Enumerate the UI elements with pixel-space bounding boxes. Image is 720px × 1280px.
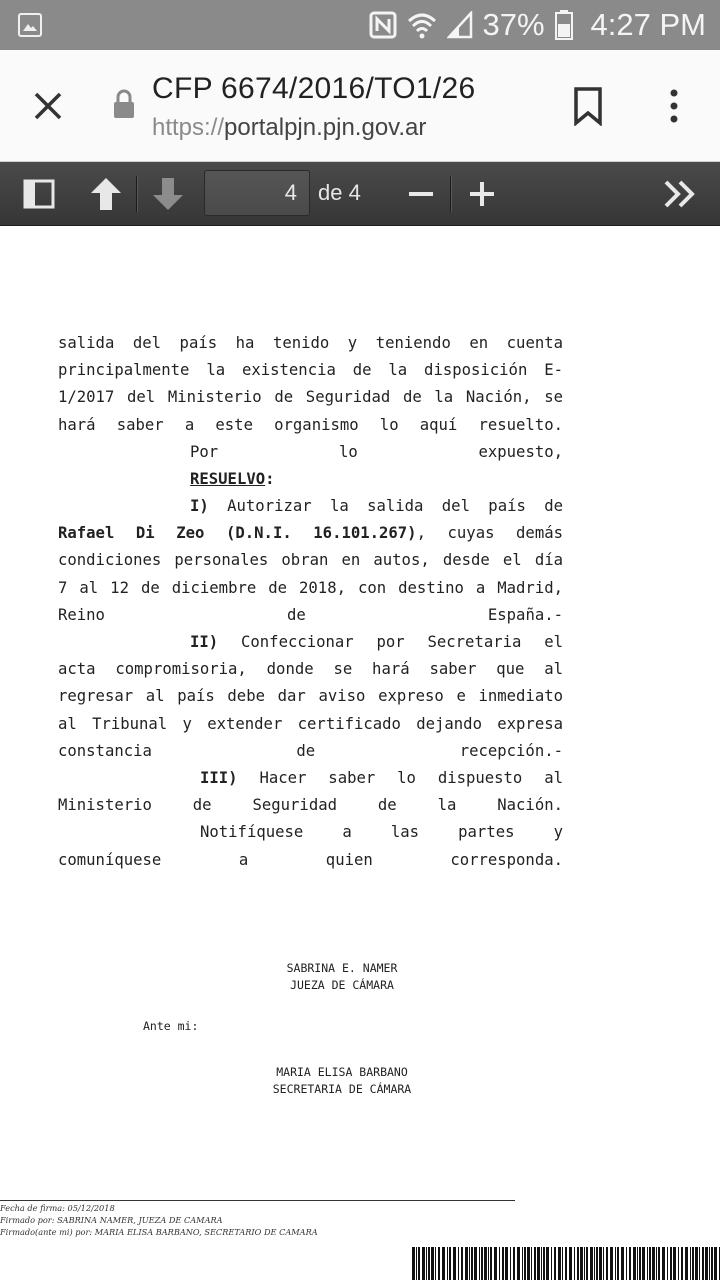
resuelvo-label: RESUELVO — [190, 470, 266, 489]
item-text: Autorizar la salida del país de — [227, 497, 563, 515]
barcode-bar — [626, 1247, 627, 1280]
doc-line: 7 al 12 de diciembre de 2018, con destino a Madrid, — [58, 578, 563, 597]
barcode-bar — [449, 1247, 451, 1280]
resolution-item-2 — [58, 629, 563, 765]
barcode-bar — [681, 1247, 683, 1280]
barcode-bar — [522, 1247, 523, 1280]
barcode-bar — [621, 1247, 624, 1280]
barcode-bar — [499, 1247, 500, 1280]
page-count: de 4 — [318, 180, 361, 205]
barcode-bar — [702, 1247, 704, 1280]
overflow-menu-icon[interactable] — [660, 86, 688, 126]
barcode-bar — [479, 1247, 480, 1280]
barcode-bar — [488, 1247, 489, 1280]
status-bar — [0, 0, 720, 50]
barcode-bar — [603, 1247, 604, 1280]
barcode-bar — [580, 1247, 583, 1280]
barcode-bar — [527, 1247, 530, 1280]
item-text: , cuyas demás — [416, 524, 563, 543]
resuelvo-colon: : — [265, 470, 275, 489]
barcode-bar — [586, 1247, 588, 1280]
doc-line: regresar al país debe dar aviso expreso e inmediato — [58, 687, 563, 706]
barcode-bar — [546, 1247, 549, 1280]
barcode-bar — [565, 1247, 567, 1280]
doc-line: Reino de España.- — [58, 605, 563, 624]
barcode-bar — [673, 1247, 676, 1280]
page-number-input[interactable]: 4 — [204, 170, 310, 216]
barcode-bar — [471, 1247, 473, 1280]
barcode-bar — [438, 1247, 440, 1280]
barcode-bar — [610, 1247, 613, 1280]
barcode-bar — [505, 1247, 508, 1280]
barcode-bar — [551, 1247, 552, 1280]
barcode-bar — [513, 1247, 515, 1280]
barcode-bar — [447, 1247, 448, 1280]
barcode — [412, 1247, 720, 1280]
toolbar-separator — [136, 176, 138, 212]
sidebar-toggle-icon[interactable] — [22, 174, 56, 214]
barcode-bar — [418, 1247, 420, 1280]
lock-icon[interactable] — [112, 88, 136, 120]
barcode-bar — [474, 1247, 477, 1280]
zoom-in-icon[interactable] — [464, 174, 500, 214]
barcode-bar — [562, 1247, 563, 1280]
barcode-bar — [709, 1247, 710, 1280]
barcode-bar — [458, 1247, 459, 1280]
barcode-bar — [422, 1247, 425, 1280]
doc-line: principalmente la existencia de la disposición E- — [58, 361, 563, 380]
barcode-bar — [705, 1247, 708, 1280]
barcode-bar — [416, 1247, 417, 1280]
barcode-bar — [594, 1247, 595, 1280]
barcode-bar — [558, 1247, 561, 1280]
resuelvo-heading — [58, 466, 563, 493]
item-number: II) — [190, 633, 219, 651]
item-text: Confeccionar por Secretaria el — [241, 633, 563, 651]
barcode-bar — [577, 1247, 579, 1280]
clock: 4:27 PM — [590, 7, 706, 42]
previous-page-icon[interactable] — [88, 174, 124, 214]
barcode-bar — [656, 1247, 657, 1280]
barcode-bar — [615, 1247, 616, 1280]
barcode-bar — [652, 1247, 655, 1280]
barcode-bar — [494, 1247, 497, 1280]
barcode-bar — [606, 1247, 608, 1280]
item-text: Hacer saber lo dispuesto al — [259, 769, 564, 787]
barcode-bar — [670, 1247, 672, 1280]
barcode-bar — [481, 1247, 483, 1280]
barcode-bar — [517, 1247, 520, 1280]
barcode-bar — [692, 1247, 694, 1280]
doc-line: condiciones personales obran en autos, desde el día — [58, 551, 563, 570]
barcode-bar — [461, 1247, 463, 1280]
barcode-bar — [543, 1247, 545, 1280]
notify-line: Notifíquese a las partes y — [200, 823, 563, 842]
doc-line — [58, 765, 563, 792]
barcode-bar — [554, 1247, 556, 1280]
doc-line: constancia de recepción.- — [58, 741, 563, 760]
address-bar — [0, 50, 720, 162]
barcode-bar — [639, 1247, 641, 1280]
barcode-bar — [637, 1247, 638, 1280]
barcode-bar — [537, 1247, 540, 1280]
barcode-bar — [647, 1247, 648, 1280]
barcode-bar — [510, 1247, 511, 1280]
item-number: I) — [190, 497, 209, 515]
barcode-bar — [599, 1247, 602, 1280]
signature-secretary — [222, 1064, 462, 1098]
page-title: CFP 6674/2016/TO1/26 — [152, 72, 476, 105]
url-host: portalpjn.pjn.gov.ar — [224, 114, 427, 141]
signer-role: SECRETARIA DE CÁMARA — [272, 1082, 412, 1096]
resolution-item-1 — [58, 493, 563, 629]
barcode-bar — [465, 1247, 468, 1280]
doc-line: 1/2017 del Ministerio de Seguridad de la Nación, se — [58, 388, 563, 407]
wifi-icon — [407, 11, 437, 39]
barcode-bar — [490, 1247, 492, 1280]
battery-icon — [555, 10, 573, 40]
por-lo-expuesto: Por lo expuesto, — [190, 442, 563, 461]
barcode-bar — [584, 1247, 585, 1280]
more-tools-icon[interactable] — [660, 174, 700, 214]
doc-line — [58, 493, 563, 520]
paragraph-intro — [58, 330, 563, 493]
footer-line: Firmado por: SABRINA NAMER, JUEZA DE CAMARA — [0, 1215, 223, 1225]
barcode-bar — [524, 1247, 526, 1280]
pdf-toolbar — [0, 162, 720, 226]
toolbar-separator — [450, 176, 452, 212]
url-text[interactable] — [152, 114, 426, 142]
doc-line: hará saber a este organismo lo aquí resuelto. — [58, 415, 563, 434]
footer-line: Fecha de firma: 05/12/2018 — [0, 1203, 115, 1213]
notify-line: comuníquese a quien corresponda. — [58, 850, 563, 869]
barcode-bar — [590, 1247, 593, 1280]
barcode-bar — [435, 1247, 436, 1280]
barcode-bar — [658, 1247, 660, 1280]
barcode-bar — [678, 1247, 679, 1280]
signature-judge — [222, 960, 462, 994]
barcode-bar — [714, 1247, 717, 1280]
signer-name: MARIA ELISA BARBANO — [276, 1065, 408, 1079]
signer-role: JUEZA DE CÁMARA — [290, 978, 394, 992]
person-name: Rafael Di Zeo (D.N.I. 16.101.267) — [58, 524, 417, 543]
signal-icon — [447, 11, 473, 39]
barcode-bar — [685, 1247, 688, 1280]
barcode-bar — [453, 1247, 456, 1280]
barcode-bar — [484, 1247, 487, 1280]
bookmark-icon[interactable] — [572, 86, 604, 126]
close-icon[interactable] — [28, 86, 68, 126]
barcode-bar — [531, 1247, 532, 1280]
footer-divider — [0, 1200, 515, 1201]
barcode-bar — [695, 1247, 698, 1280]
barcode-bar — [667, 1247, 668, 1280]
doc-line — [58, 520, 563, 547]
item-number: III) — [200, 769, 238, 787]
barcode-bar — [662, 1247, 665, 1280]
doc-line: Ministerio de Seguridad de la Nación. — [58, 796, 563, 815]
barcode-bar — [469, 1247, 470, 1280]
footer-line: Firmado(ante mi) por: MARIA ELISA BARBANO, SECRETARIO DE CAMARA — [0, 1227, 318, 1237]
battery-percent: 37% — [482, 7, 545, 42]
doc-line: salida del país ha tenido y teniendo en cuenta — [58, 334, 563, 352]
barcode-bar — [502, 1247, 504, 1280]
barcode-bar — [426, 1247, 427, 1280]
url-scheme: https:// — [152, 114, 225, 141]
doc-line — [58, 629, 563, 656]
next-page-icon[interactable] — [150, 174, 186, 214]
barcode-bar — [569, 1247, 572, 1280]
barcode-bar — [633, 1247, 636, 1280]
nfc-icon — [369, 11, 397, 39]
barcode-bar — [596, 1247, 598, 1280]
barcode-bar — [574, 1247, 575, 1280]
ante-mi-label: Ante mi: — [143, 1019, 199, 1033]
doc-line: al Tribunal y extender certificado dejando expresa — [58, 714, 563, 733]
barcode-bar — [534, 1247, 536, 1280]
resolution-item-3 — [58, 765, 563, 874]
barcode-bar — [412, 1247, 415, 1280]
barcode-bar — [442, 1247, 445, 1280]
barcode-bar — [699, 1247, 700, 1280]
pdf-page — [0, 227, 720, 1280]
doc-line: acta compromisoria, donde se hará saber que al — [58, 660, 563, 679]
zoom-out-icon[interactable] — [404, 174, 438, 214]
barcode-bar — [431, 1247, 434, 1280]
barcode-bar — [649, 1247, 651, 1280]
signer-name: SABRINA E. NAMER — [286, 961, 398, 975]
barcode-bar — [541, 1247, 542, 1280]
barcode-bar — [711, 1247, 713, 1280]
barcode-bar — [617, 1247, 619, 1280]
barcode-bar — [629, 1247, 631, 1280]
gallery-icon — [18, 13, 42, 37]
barcode-bar — [642, 1247, 645, 1280]
barcode-bar — [428, 1247, 430, 1280]
barcode-bar — [690, 1247, 691, 1280]
